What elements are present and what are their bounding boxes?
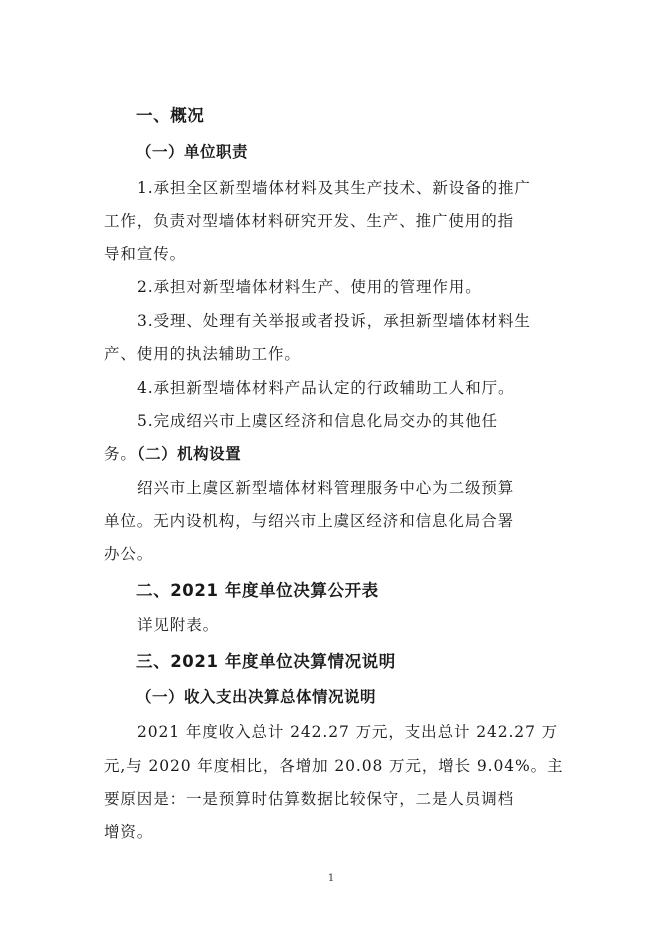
- section-1-subheading-organization: （二）机构设置: [136, 445, 242, 463]
- organization-paragraph-line-3: 办公。: [104, 545, 154, 563]
- income-expense-paragraph-line-2: 元,与 2020 年度相比，各增加 20.08 万元，增长 9.04%。主: [104, 757, 564, 775]
- section-3-subheading-income-expense: （一）收入支出决算总体情况说明: [136, 688, 377, 706]
- income-expense-paragraph-line-3: 要原因是：一是预算时估算数据比较保守，二是人员调档: [104, 790, 515, 808]
- income-expense-paragraph-line-4: 增资。: [104, 823, 154, 841]
- organization-paragraph-line-2: 单位。无内设机构，与绍兴市上虞区经济和信息化局合署: [104, 512, 515, 530]
- responsibility-item-3-line-1: 3.受理、处理有关举报或者投诉，承担新型墙体材料生: [137, 312, 531, 330]
- responsibility-item-3-line-2: 产、使用的执法辅助工作。: [104, 345, 301, 363]
- section-2-heading: 二、2021 年度单位决算公开表: [136, 581, 379, 600]
- section-3-heading: 三、2021 年度单位决算情况说明: [136, 652, 396, 671]
- responsibility-item-5-line-1: 5.完成绍兴市上虞区经济和信息化局交办的其他任: [137, 412, 498, 430]
- organization-paragraph-line-1: 绍兴市上虞区新型墙体材料管理服务中心为二级预算: [137, 479, 515, 497]
- section-1-heading: 一、概况: [136, 106, 205, 125]
- responsibility-item-5-line-2: [104, 444, 241, 464]
- page-number: 1: [327, 873, 335, 884]
- responsibility-item-4: 4.承担新型墙体材料产品认定的行政辅助工人和厅。: [137, 379, 515, 397]
- income-expense-paragraph-line-1: 2021 年度收入总计 242.27 万元，支出总计 242.27 万: [137, 723, 559, 741]
- responsibility-item-2: 2.承担对新型墙体材料生产、使用的管理作用。: [137, 278, 482, 296]
- responsibility-item-1-line-1: 1.承担全区新型墙体材料及其生产技术、新设备的推广: [137, 179, 531, 197]
- section-2-body: 详见附表。: [137, 616, 220, 634]
- section-1-subheading-responsibilities: （一）单位职责: [136, 143, 249, 161]
- responsibility-item-5-tail: 务。: [104, 445, 137, 463]
- responsibility-item-1-line-2: 工作，负责对型墙体材料研究开发、生产、推广使用的指: [104, 212, 515, 230]
- responsibility-item-1-line-3: 导和宣传。: [104, 245, 187, 263]
